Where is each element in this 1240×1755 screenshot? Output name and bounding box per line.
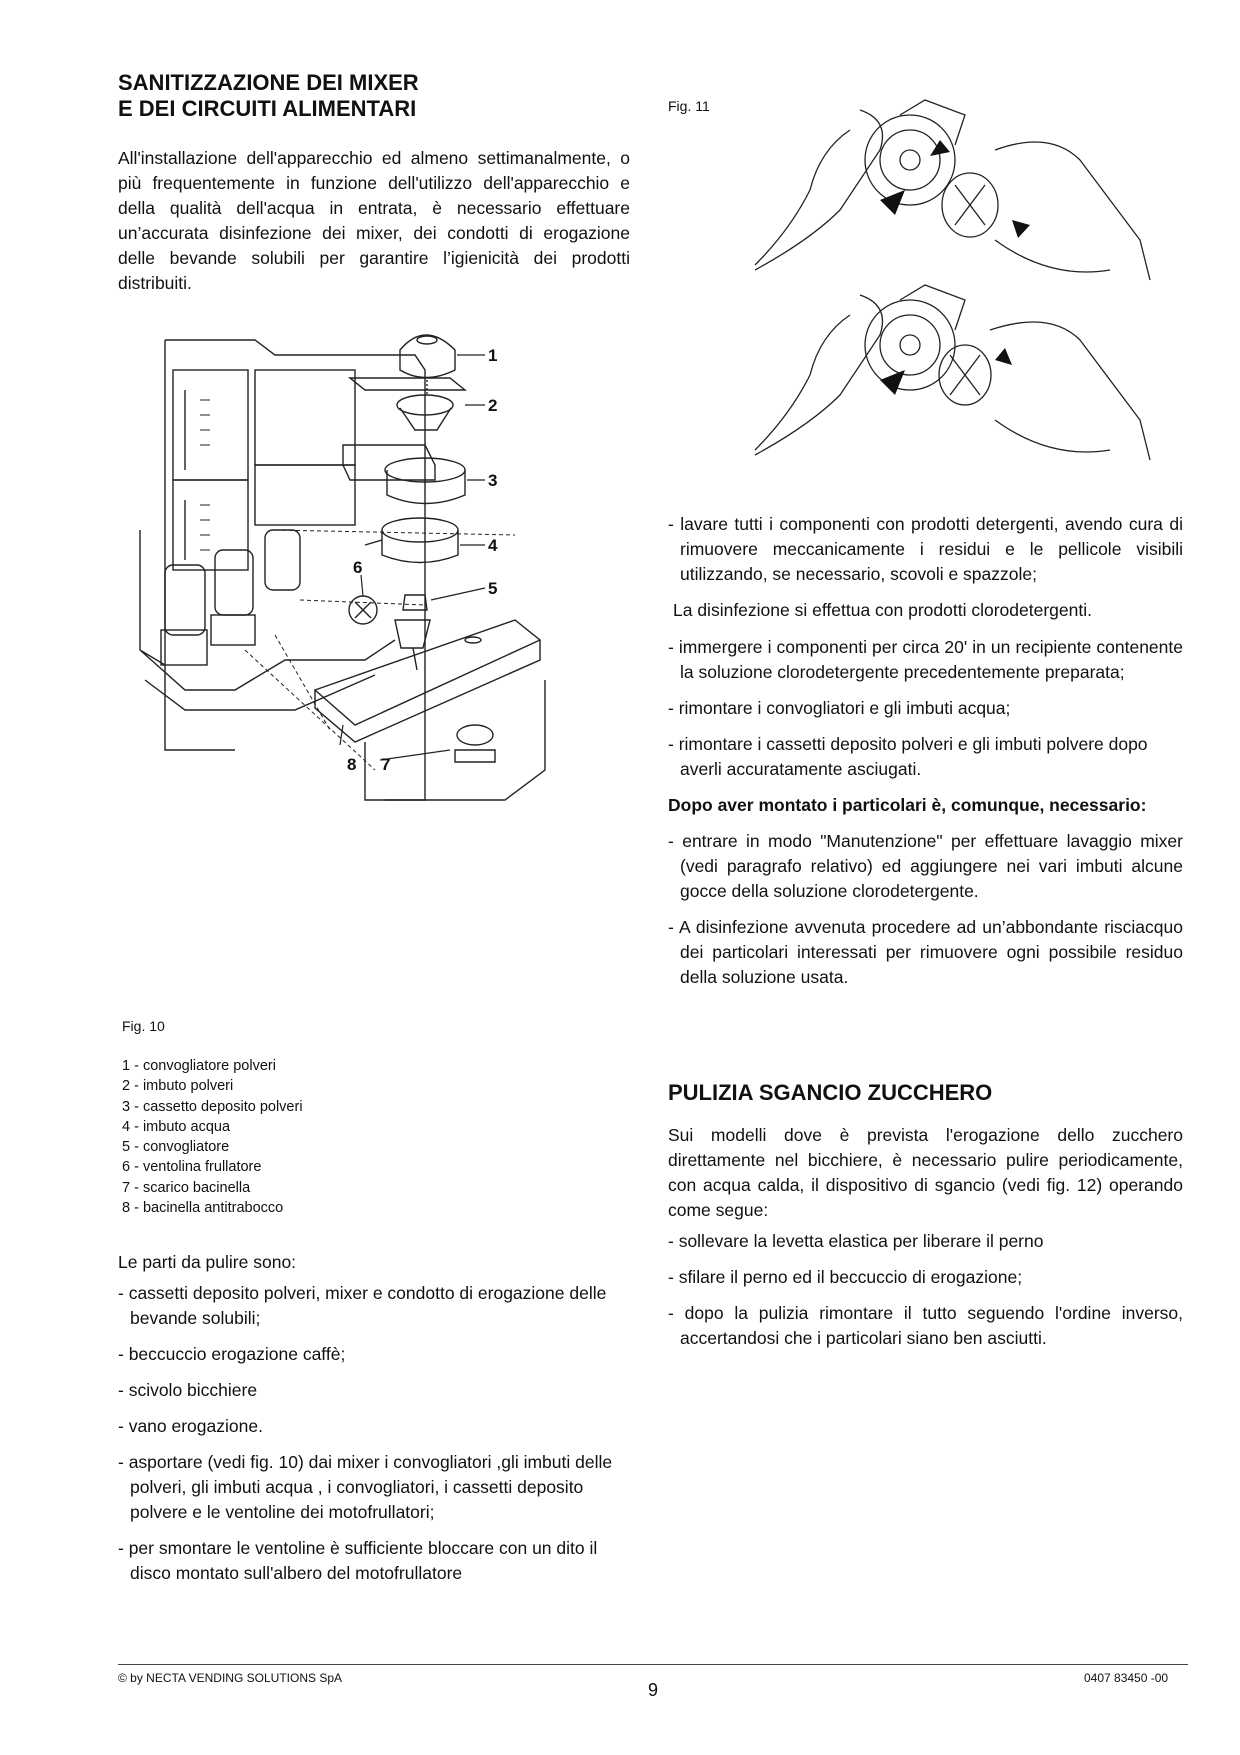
- legend-item: 1 - convogliatore polveri: [122, 1058, 276, 1074]
- sugar-step: - sfilare il perno ed il beccuccio di erogazione;: [668, 1267, 1023, 1287]
- callout-4: 4: [488, 536, 498, 555]
- legend-item: 5 - convogliatore: [122, 1139, 230, 1156]
- legend-item: 4 - imbuto acqua: [122, 1118, 231, 1135]
- heading-line-1: SANITIZZAZIONE DEI MIXER: [118, 70, 419, 95]
- figure-11-caption: Fig. 11: [668, 98, 710, 114]
- step-immerse: - immergere i componenti per circa 20' in un recipiente contenente la soluzione clorodetergente precedentemente preparata;: [668, 637, 1183, 682]
- page-number: 9: [648, 1680, 659, 1700]
- parts-list-item: - beccuccio erogazione caffè;: [118, 1344, 346, 1364]
- section-heading-sugar-release: PULIZIA SGANCIO ZUCCHERO: [668, 1080, 993, 1105]
- parts-list-item: - vano erogazione.: [118, 1416, 263, 1436]
- step-refit-powder: - rimontare i cassetti deposito polveri e gli imbuti polvere dopo averli accuratamente asciugati.: [668, 734, 1148, 779]
- sugar-step: - dopo la pulizia rimontare il tutto seguendo l'ordine inverso, accertandosi che i particolari siano ben asciutti.: [668, 1303, 1183, 1348]
- figure-10-exploded-mixer: [125, 330, 635, 970]
- parts-list-item: - scivolo bicchiere: [118, 1380, 258, 1400]
- callout-3: 3: [488, 471, 498, 490]
- parts-list-item: - per smontare le ventoline è sufficiente bloccare con un dito il disco montato sull'albero del motofrullatore: [118, 1538, 598, 1583]
- footer-doc-code: 0407 83450 -00: [1084, 1671, 1169, 1685]
- heading-line-2: E DEI CIRCUITI ALIMENTARI: [118, 96, 417, 121]
- figure-10-legend: [122, 1056, 422, 1218]
- section-heading-sanitization: [118, 70, 478, 122]
- sugar-step: - sollevare la levetta elastica per liberare il perno: [668, 1231, 1044, 1251]
- intro-paragraph: All'installazione dell'apparecchio ed almeno settimanalmente, o più frequentemente in funzione dell'utilizzo dell'apparecchio e della qualità dell'acqua in entrata, è necessario effettuare un’accurata disinfezione dei mixer, dei condotti di erogazione delle bevande solubili per garantire l’igienicità dei prodotti distribuiti.: [118, 148, 630, 293]
- footer-rule: [118, 1664, 1188, 1665]
- callout-7: 7: [381, 755, 391, 774]
- parts-section: [118, 1250, 630, 1597]
- legend-item: 3 - cassetto deposito polveri: [122, 1098, 303, 1115]
- callout-8: 8: [347, 755, 357, 774]
- sugar-intro: Sui modelli dove è prevista l'erogazione dello zucchero direttamente nel bicchiere, è necessario pulire periodicamente, con acqua calda, il dispositivo di sgancio (vedi fig. 12) operando come segue:: [668, 1125, 1183, 1220]
- parts-list-item: - cassetti deposito polveri, mixer e condotto di erogazione delle bevande solubili;: [118, 1283, 607, 1328]
- sugar-section: [668, 1123, 1183, 1362]
- legend-item: 8 - bacinella antitrabocco: [122, 1200, 284, 1217]
- after-assembly-note: Dopo aver montato i particolari è, comunque, necessario:: [668, 795, 1147, 815]
- legend-item: 7 - scarico bacinella: [122, 1179, 251, 1196]
- figure-11-fan-removal-hands: [750, 90, 1170, 470]
- disinfection-note: La disinfezione si effettua con prodotti clorodetergenti.: [673, 600, 1092, 620]
- parts-list-item: - asportare (vedi fig. 10) dai mixer i convogliatori ,gli imbuti delle polveri, gli imbuti acqua , i convogliatori, i cassetti deposito polvere e le ventoline dei motofrullatori;: [118, 1452, 613, 1522]
- step-wash: - lavare tutti i componenti con prodotti detergenti, avendo cura di rimuovere meccanicamente i residui e le pellicole visibili utilizzando, se necessario, scovoli e spazzole;: [668, 514, 1183, 584]
- callout-5: 5: [488, 579, 498, 598]
- step-maintenance-mode: - entrare in modo "Manutenzione" per effettuare lavaggio mixer (vedi paragrafo relativo) ed aggiungere nei vari imbuti alcune gocce della soluzione clorodetergente.: [668, 831, 1183, 901]
- footer-copyright: © by NECTA VENDING SOLUTIONS SpA: [118, 1671, 343, 1685]
- callout-1: 1: [488, 346, 498, 365]
- cleaning-steps: [668, 512, 1183, 1001]
- legend-item: 6 - ventolina frullatore: [122, 1159, 262, 1176]
- callout-2: 2: [488, 396, 498, 415]
- step-rinse: - A disinfezione avvenuta procedere ad un’abbondante risciacquo dei particolari interessati per rimuovere ogni possibile residuo della soluzione usata.: [668, 917, 1183, 987]
- figure-10-caption: Fig. 10: [122, 1018, 165, 1034]
- step-refit-water: - rimontare i convogliatori e gli imbuti acqua;: [668, 698, 1011, 718]
- legend-item: 2 - imbuto polveri: [122, 1078, 234, 1095]
- parts-intro: Le parti da pulire sono:: [118, 1252, 297, 1272]
- callout-6: 6: [353, 558, 363, 577]
